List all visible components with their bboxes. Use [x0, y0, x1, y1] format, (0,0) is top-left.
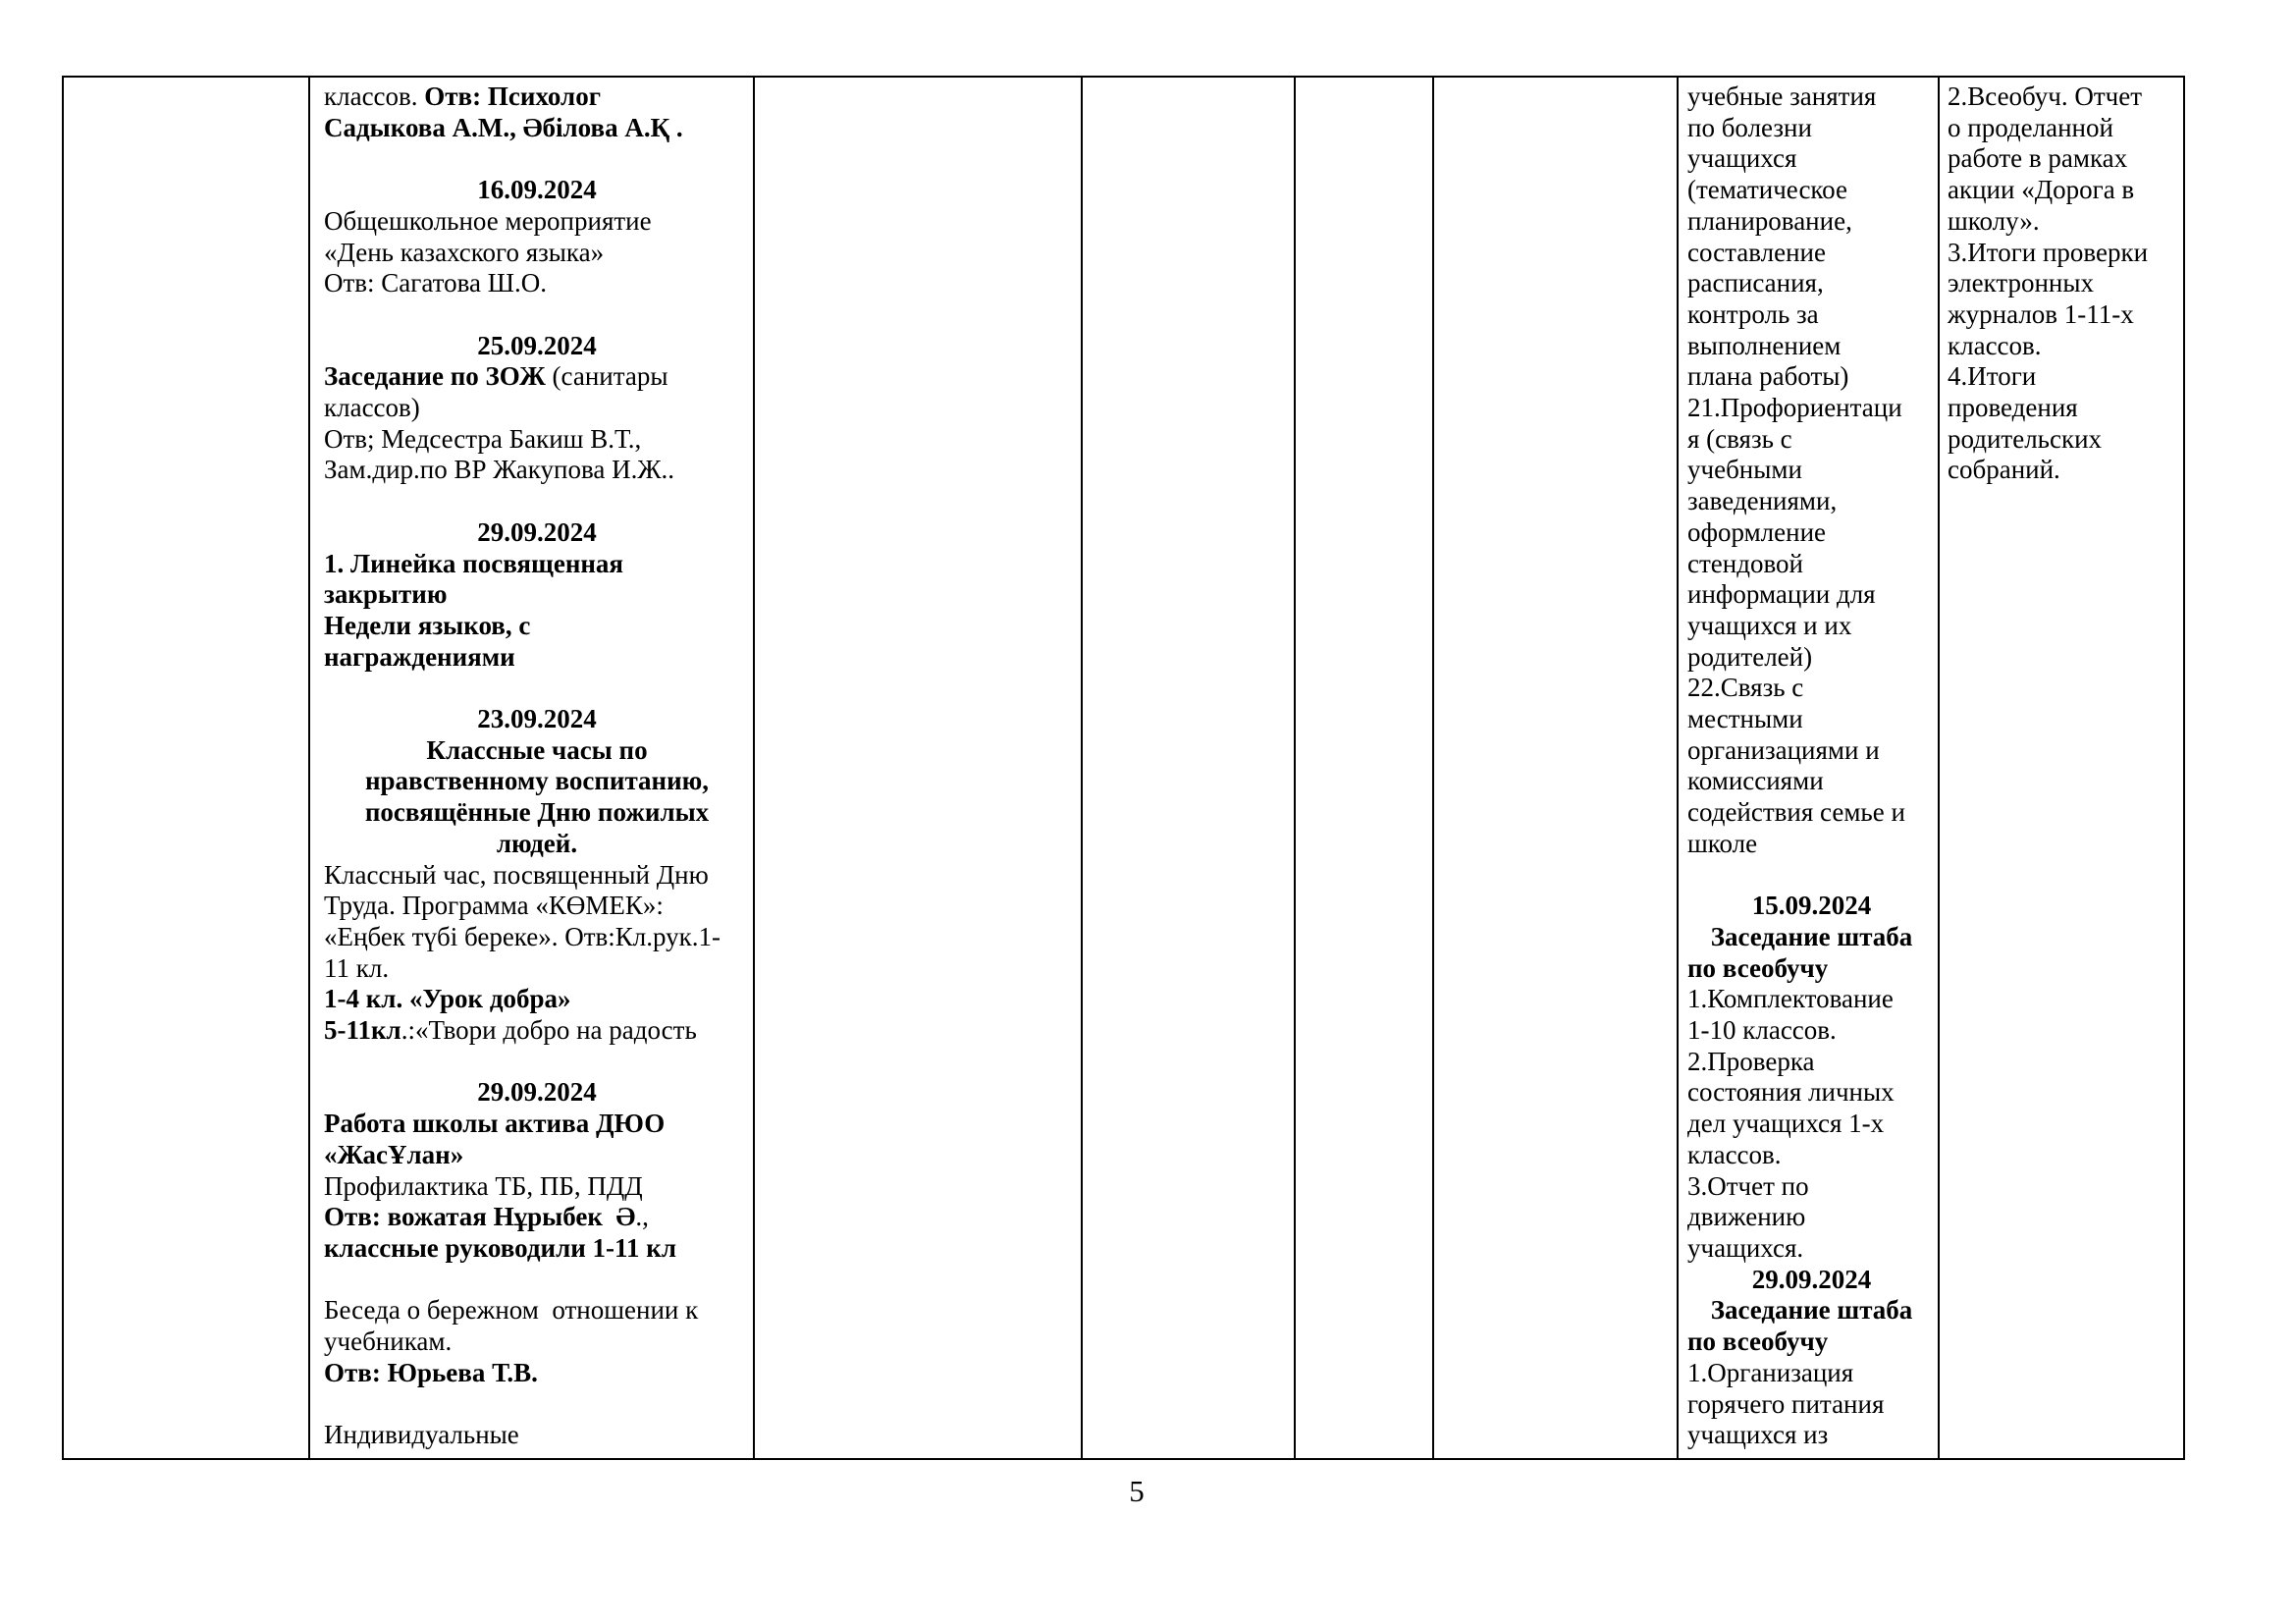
text-line: горячего питания: [1687, 1388, 1885, 1419]
text-line: стендовой: [1687, 548, 1803, 578]
text-line: учащихся из: [1687, 1420, 1829, 1450]
text-line: Индивидуальные: [324, 1420, 519, 1450]
text-line: 21.Профориентаци: [1687, 393, 1902, 423]
text-line: Заседание штаба: [1710, 921, 1913, 951]
text-line: 3.Отчет по: [1687, 1170, 1809, 1201]
text-line: плана работы): [1687, 361, 1849, 392]
text-line: 2.Проверка: [1687, 1046, 1815, 1076]
text-line: оформление: [1687, 516, 1827, 547]
text-line: 11 кл.: [324, 952, 390, 983]
table-cell-8-vseobuch-report: [1940, 78, 2183, 1458]
text-line: учащихся: [1687, 143, 1797, 174]
text-line: Отв; Медсестра Бакиш В.Т.,: [324, 423, 642, 454]
text-line: содействия семье и: [1687, 797, 1905, 828]
text-line: Работа школы актива ДЮО: [324, 1109, 666, 1139]
text-line: 2.Всеобуч. Отчет: [1948, 81, 2143, 111]
text-line: планирование,: [1687, 205, 1852, 236]
text-line: (тематическое: [1687, 175, 1847, 205]
text-line: 5-11кл.:«Твори добро на радость: [324, 1015, 697, 1046]
text-line: заведениями,: [1687, 486, 1838, 516]
text-line: Отв: вожатая Нұрыбек Ә.,: [324, 1202, 649, 1232]
text-line: Садыкова А.М., Әбілова А.Қ .: [324, 112, 683, 142]
text-line: местными: [1687, 704, 1803, 734]
text-line: [1687, 860, 1936, 892]
text-line: Классный час, посвященный Дню: [324, 859, 709, 890]
text-line: [324, 673, 750, 704]
text-line: Общешкольное мероприятие: [324, 205, 652, 236]
text-line: посвящённые Дню пожилых: [364, 797, 710, 828]
text-line: расписания,: [1687, 268, 1824, 298]
text-line: 25.09.2024: [477, 330, 597, 360]
text-line: классные руководили 1-11 кл: [324, 1232, 676, 1263]
text-line: электронных: [1948, 268, 2094, 298]
text-line: 1.Организация: [1687, 1357, 1854, 1387]
text-line: составление: [1687, 237, 1826, 267]
text-line: организациями и: [1687, 734, 1880, 765]
text-line: «День казахского языка»: [324, 237, 605, 267]
text-line: награждениями: [324, 641, 515, 672]
text-line: учебникам.: [324, 1326, 453, 1357]
text-line: я (связь с: [1687, 423, 1792, 454]
text-line: школе: [1687, 828, 1758, 858]
text-line: выполнением: [1687, 330, 1842, 360]
text-line: 3.Итоги проверки: [1948, 237, 2149, 267]
text-line: классов.: [1948, 330, 2042, 360]
text-line: учащихся и их: [1687, 610, 1852, 640]
text-line: 22.Связь с: [1687, 673, 1804, 703]
text-line: школу».: [1948, 205, 2040, 236]
text-line: классов): [324, 393, 420, 422]
text-line: родителей): [1687, 641, 1813, 672]
text-line: Классные часы по: [426, 734, 648, 765]
text-line: 1. Линейка посвященная: [324, 548, 624, 578]
text-line: Профилактика ТБ, ПБ, ПДД: [324, 1170, 643, 1201]
text-line: информации для: [1687, 579, 1876, 610]
text-line: [324, 1388, 750, 1420]
text-line: [324, 299, 750, 331]
text-line: 29.09.2024: [477, 516, 597, 547]
text-line: по всеобучу: [1687, 1326, 1829, 1357]
table-cell-1: [64, 78, 310, 1458]
text-line: [324, 1047, 750, 1078]
text-line: движению: [1687, 1202, 1806, 1232]
text-line: 23.09.2024: [477, 704, 597, 733]
text-line: учебными: [1687, 455, 1802, 485]
text-line: 1.Комплектование: [1687, 984, 1894, 1014]
text-line: Зам.дир.по ВР Жакупова И.Ж..: [324, 455, 675, 485]
text-line: людей.: [496, 828, 578, 858]
text-line: «Еңбек түбі береке». Отв:Кл.рук.1-: [324, 921, 721, 951]
text-line: 1-10 классов.: [1687, 1015, 1837, 1046]
text-line: проведения: [1948, 393, 2078, 423]
text-line: Беседа о бережном отношении к: [324, 1295, 699, 1326]
text-line: Заседание штаба: [1710, 1295, 1913, 1326]
text-line: 15.09.2024: [1751, 891, 1872, 921]
text-line: состояния личных: [1687, 1077, 1895, 1108]
text-line: 29.09.2024: [1751, 1264, 1872, 1294]
text-line: «ЖасҰлан»: [324, 1139, 464, 1169]
text-line: [324, 486, 750, 517]
table-cell-7-staff-meetings: [1679, 78, 1940, 1458]
text-line: нравственному воспитанию,: [364, 766, 710, 796]
text-line: [324, 143, 750, 175]
text-line: о проделанной: [1948, 112, 2113, 142]
text-line: Заседание по ЗОЖ (санитары: [324, 361, 668, 392]
text-line: 29.09.2024: [477, 1077, 597, 1108]
text-line: Отв: Юрьева Т.В.: [324, 1357, 538, 1387]
table-cell-3: [755, 78, 1083, 1458]
text-line: 1-4 кл. «Урок добра»: [324, 984, 571, 1014]
text-line: по болезни: [1687, 112, 1812, 142]
table-cell-6: [1434, 78, 1679, 1458]
text-line: собраний.: [1948, 455, 2060, 485]
text-line: по всеобучу: [1687, 952, 1829, 983]
text-line: родительских: [1948, 423, 2103, 454]
text-line: учебные занятия: [1687, 81, 1877, 111]
text-line: комиссиями: [1687, 766, 1824, 796]
text-line: классов.: [1687, 1139, 1782, 1169]
text-line: 4.Итоги: [1948, 361, 2037, 392]
text-line: [324, 1265, 750, 1296]
text-line: 16.09.2024: [477, 175, 597, 205]
text-line: классов. Отв: Психолог: [324, 81, 601, 111]
table-cell-4: [1083, 78, 1296, 1458]
schedule-table: [62, 76, 2185, 1460]
text-line: Отв: Сагатова Ш.О.: [324, 268, 547, 298]
text-line: Недели языков, с: [324, 610, 531, 640]
text-line: контроль за: [1687, 298, 1819, 329]
text-line: дел учащихся 1-х: [1687, 1109, 1885, 1139]
text-line: работе в рамках: [1948, 143, 2128, 174]
text-line: учащихся.: [1687, 1233, 1804, 1263]
table-cell-5: [1296, 78, 1434, 1458]
text-line: закрытию: [324, 579, 448, 610]
text-line: Труда. Программа «КӨМЕК»:: [324, 891, 664, 921]
page-number: 5: [1129, 1474, 1145, 1508]
text-line: журналов 1-11-х: [1948, 298, 2134, 329]
text-line: акции «Дорога в: [1948, 175, 2135, 205]
table-cell-2-events: [310, 78, 755, 1458]
